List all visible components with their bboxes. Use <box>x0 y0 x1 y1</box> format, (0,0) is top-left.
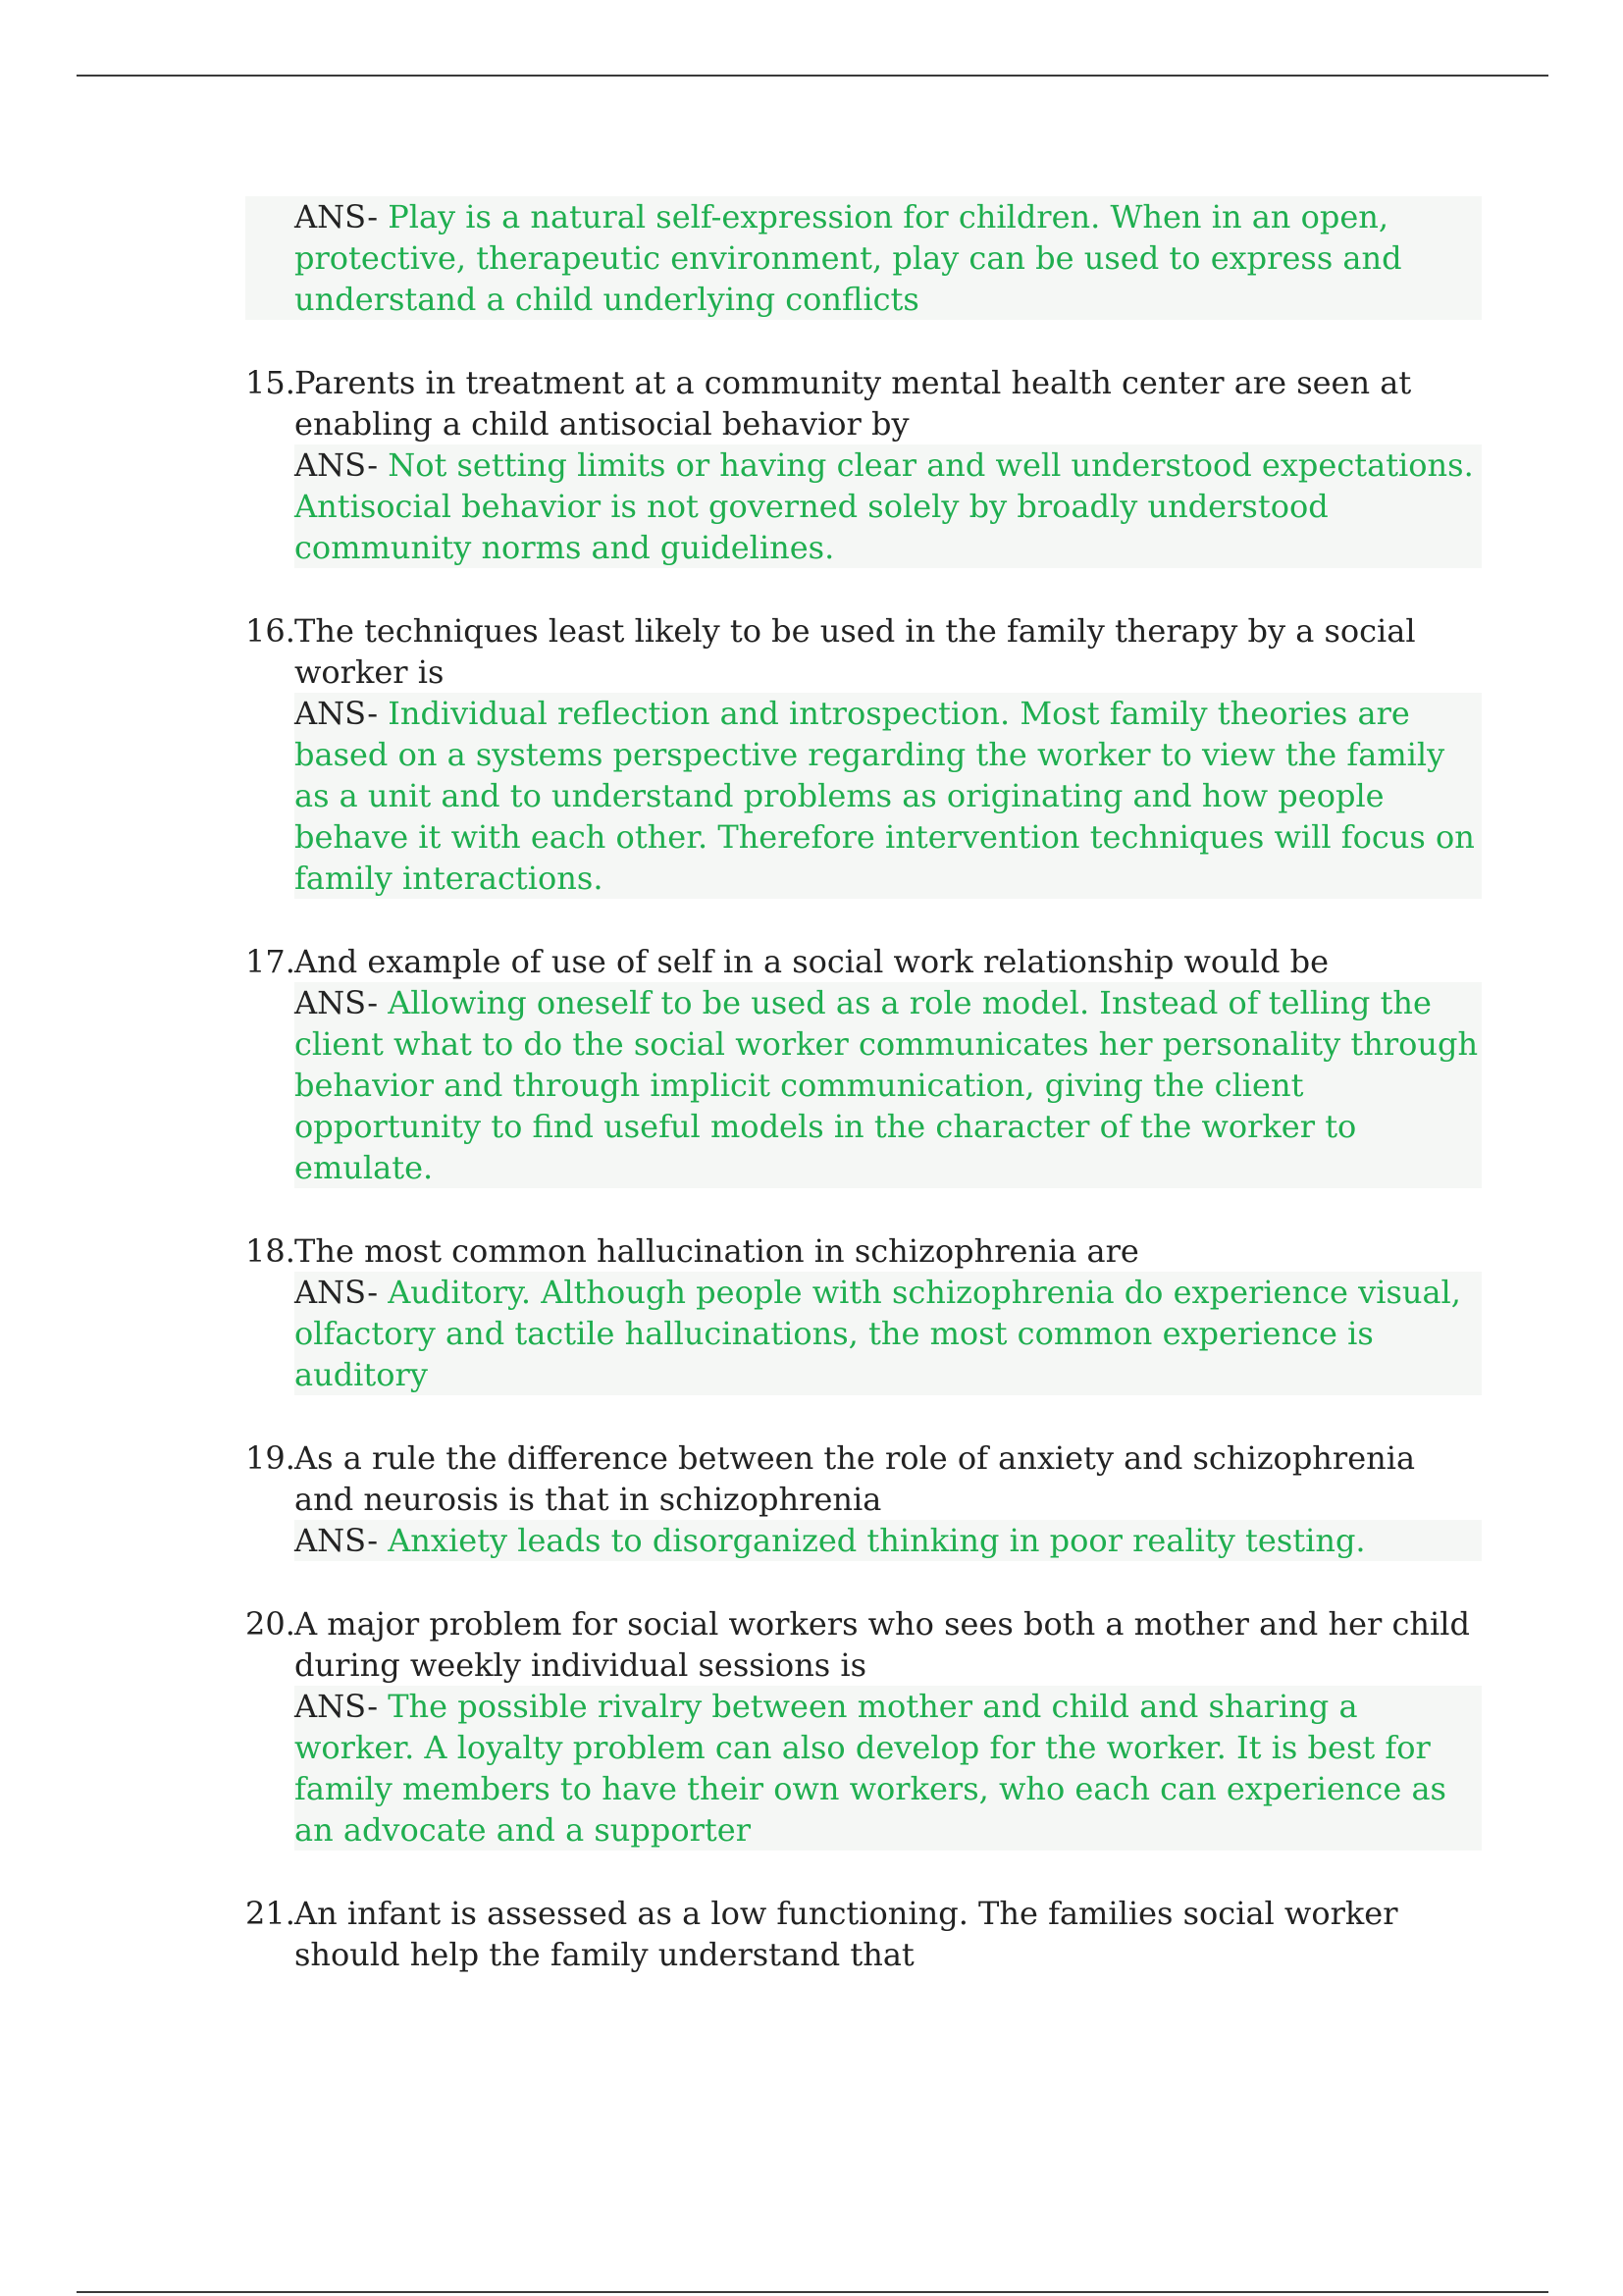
answer <box>294 693 1482 899</box>
answer-label: ANS- <box>294 984 379 1021</box>
question-item-16 <box>245 610 1482 899</box>
question-number: 19. <box>245 1439 295 1477</box>
answer <box>294 1272 1482 1395</box>
question-number: 21. <box>245 1895 295 1932</box>
question-item-19 <box>245 1437 1482 1561</box>
question-number: 15. <box>245 364 295 401</box>
question-number: 16. <box>245 612 295 650</box>
answer-label: ANS- <box>294 198 379 235</box>
question-item-18 <box>245 1230 1482 1395</box>
answer-label: ANS- <box>294 695 379 732</box>
bottom-rule <box>77 2291 1548 2293</box>
document-body <box>245 196 1482 1975</box>
question-text: Parents in treatment at a community mental health center are seen at enabling a child antisocial behavior by <box>294 364 1412 443</box>
answer <box>294 444 1482 568</box>
question-text: The techniques least likely to be used in the family therapy by a social worker is <box>294 612 1416 691</box>
answer <box>294 1686 1482 1851</box>
answer-text: Allowing oneself to be used as a role model. Instead of telling the client what to do the social worker communicates her personality through behavior and through implicit communication, giving the client opportunity to find useful models in the character of the worker to emulate. <box>294 984 1479 1186</box>
question-item-20 <box>245 1603 1482 1851</box>
answer-label: ANS- <box>294 446 379 484</box>
question-number: 17. <box>245 943 295 980</box>
answer-text: Not setting limits or having clear and well understood expectations. Antisocial behavior is not governed solely by broadly understood community norms and guidelines. <box>294 446 1474 566</box>
question-text: An infant is assessed as a low functioning. The families social worker should help the family understand that <box>294 1895 1398 1973</box>
top-rule <box>77 75 1548 77</box>
question-text: The most common hallucination in schizophrenia are <box>294 1232 1139 1270</box>
question-number: 18. <box>245 1232 295 1270</box>
question-text: A major problem for social workers who sees both a mother and her child during weekly individual sessions is <box>294 1605 1470 1684</box>
answer-text: The possible rivalry between mother and child and sharing a worker. A loyalty problem can also develop for the worker. It is best for family members to have their own workers, who each can experience as an advocate and a supporter <box>294 1688 1446 1849</box>
question-text: As a rule the difference between the role of anxiety and schizophrenia and neurosis is that in schizophrenia <box>294 1439 1416 1518</box>
answer-label: ANS- <box>294 1688 379 1725</box>
question-number: 20. <box>245 1605 295 1643</box>
answer-text: Anxiety leads to disorganized thinking in poor reality testing. <box>388 1522 1366 1559</box>
answer-text: Play is a natural self-expression for children. When in an open, protective, therapeutic environment, play can be used to express and understand a child underlying conflicts <box>294 198 1402 318</box>
answer-text: Auditory. Although people with schizophrenia do experience visual, olfactory and tactile hallucinations, the most common experience is auditory <box>294 1274 1461 1393</box>
question-item-15 <box>245 362 1482 568</box>
question-item-17 <box>245 941 1482 1188</box>
question-item-21 <box>245 1893 1482 1975</box>
answer <box>294 982 1482 1188</box>
answer-label: ANS- <box>294 1274 379 1311</box>
answer-label: ANS- <box>294 1522 379 1559</box>
answer <box>294 1520 1482 1561</box>
question-text: And example of use of self in a social work relationship would be <box>294 943 1330 980</box>
answer-text: Individual reflection and introspection. Most family theories are based on a systems perspective regarding the worker to view the family as a unit and to understand problems as originating and how people behave it with each other. Therefore intervention techniques will focus on family interactions. <box>294 695 1475 897</box>
intro-answer <box>245 196 1482 320</box>
